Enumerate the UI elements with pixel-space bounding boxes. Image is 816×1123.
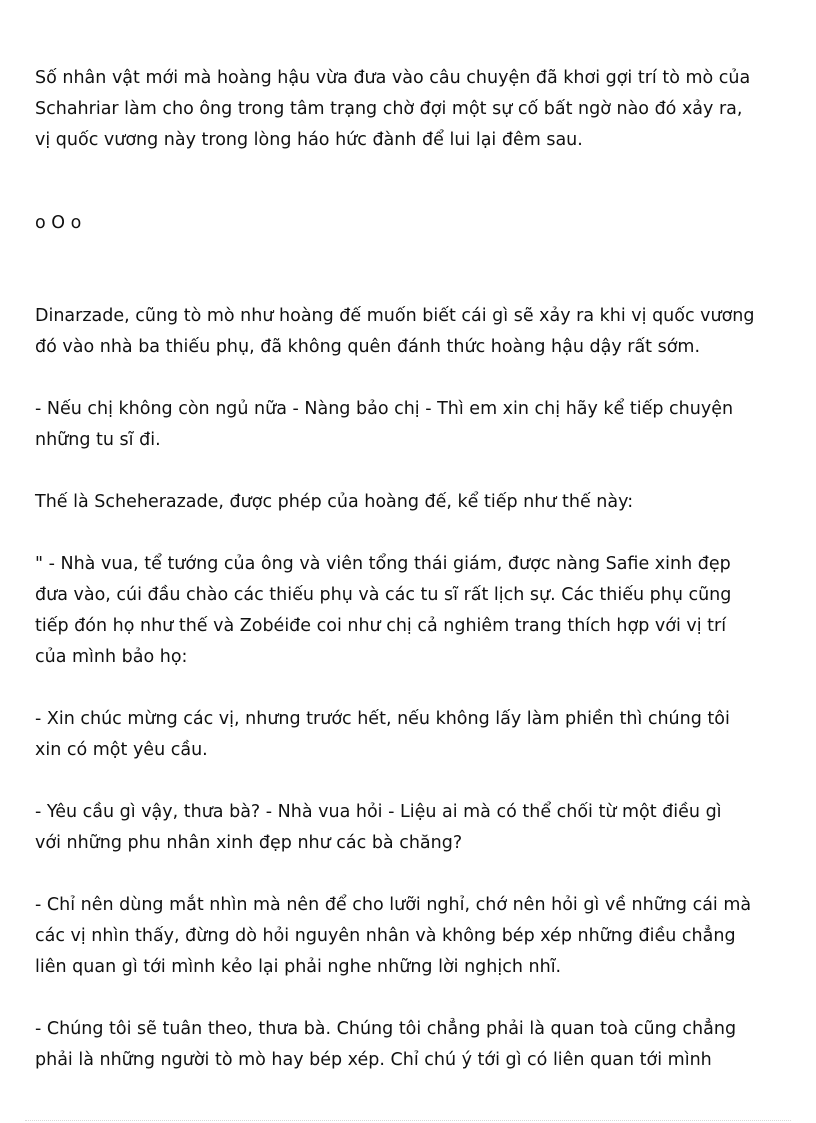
paragraph-1 bbox=[35, 63, 780, 156]
text-line: - Xin chúc mừng các vị, nhưng trước hết, nếu không lấy làm phiền thì chúng tôi bbox=[35, 709, 730, 729]
paragraph-10 bbox=[35, 1014, 780, 1076]
paragraph-6 bbox=[35, 549, 780, 673]
text-line: đó vào nhà ba thiếu phụ, đã không quên đánh thức hoàng hậu dậy rất sớm. bbox=[35, 337, 701, 357]
text-line: - Nếu chị không còn ngủ nữa - Nàng bảo chị - Thì em xin chị hãy kể tiếp chuyện bbox=[35, 399, 734, 419]
text-line: phải là những người tò mò hay bép xép. Chỉ chú ý tới gì có liên quan tới mình bbox=[35, 1050, 712, 1070]
section-separator bbox=[35, 208, 780, 239]
text-line: - Chỉ nên dùng mắt nhìn mà nên để cho lưỡi nghỉ, chớ nên hỏi gì về những cái mà bbox=[35, 895, 752, 915]
paragraph-7 bbox=[35, 704, 780, 766]
paragraph-9 bbox=[35, 890, 780, 983]
separator-text: o O o bbox=[35, 213, 82, 233]
page-bottom-rule bbox=[25, 1120, 791, 1121]
text-line: các vị nhìn thấy, đừng dò hỏi nguyên nhân và không bép xép những điều chẳng bbox=[35, 926, 736, 946]
text-line: Schahriar làm cho ông trong tâm trạng chờ đợi một sự cố bất ngờ nào đó xảy ra, bbox=[35, 99, 743, 119]
text-line: Dinarzade, cũng tò mò như hoàng đế muốn biết cái gì sẽ xảy ra khi vị quốc vương bbox=[35, 306, 755, 326]
paragraph-4 bbox=[35, 394, 780, 456]
text-line: tiếp đón họ như thế và Zobéiđe coi như chị cả nghiêm trang thích hợp với vị trí bbox=[35, 616, 727, 636]
text-line: - Chúng tôi sẽ tuân theo, thưa bà. Chúng tôi chẳng phải là quan toà cũng chẳng bbox=[35, 1019, 737, 1039]
text-line: - Yêu cầu gì vậy, thưa bà? - Nhà vua hỏi - Liệu ai mà có thể chối từ một điều gì bbox=[35, 802, 722, 822]
text-line: xin có một yêu cầu. bbox=[35, 740, 208, 760]
text-line: " - Nhà vua, tể tướng của ông và viên tổng thái giám, được nàng Safie xinh đẹp bbox=[35, 554, 731, 574]
text-line: đưa vào, cúi đầu chào các thiếu phụ và các tu sĩ rất lịch sự. Các thiếu phụ cũng bbox=[35, 585, 732, 605]
text-line: liên quan gì tới mình kẻo lại phải nghe những lời nghịch nhĩ. bbox=[35, 957, 562, 977]
text-line: Thế là Scheherazade, được phép của hoàng đế, kể tiếp như thế này: bbox=[35, 492, 634, 512]
text-line: Số nhân vật mới mà hoàng hậu vừa đưa vào câu chuyện đã khơi gợi trí tò mò của bbox=[35, 68, 751, 88]
paragraph-5 bbox=[35, 487, 780, 518]
text-line: vị quốc vương này trong lòng háo hức đành để lui lại đêm sau. bbox=[35, 130, 583, 150]
text-line: những tu sĩ đi. bbox=[35, 430, 161, 450]
text-line: của mình bảo họ: bbox=[35, 647, 188, 667]
paragraph-3 bbox=[35, 301, 780, 363]
paragraph-8 bbox=[35, 797, 780, 859]
text-line: với những phu nhân xinh đẹp như các bà chăng? bbox=[35, 833, 463, 853]
